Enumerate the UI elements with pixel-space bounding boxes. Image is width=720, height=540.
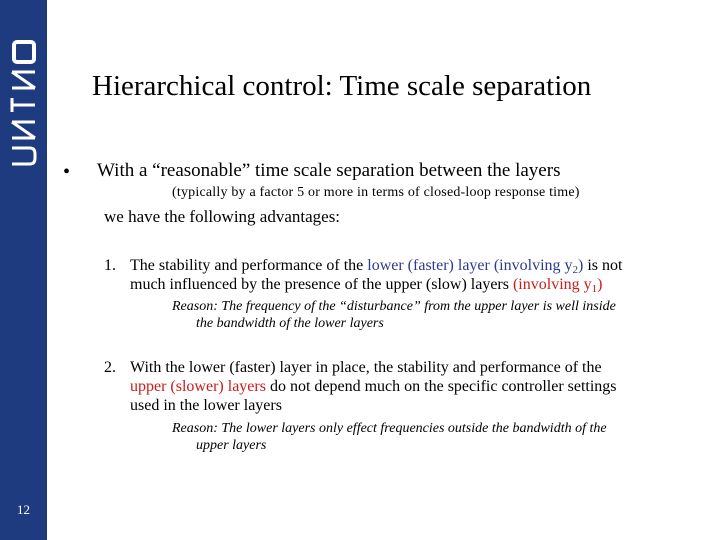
item-text	[130, 358, 617, 415]
text-run: do not depend much on the specific controller settings	[265, 378, 617, 395]
sidebar	[0, 0, 47, 540]
list-item-1	[104, 256, 622, 294]
ntnu-logo	[0, 38, 47, 178]
reason-2	[172, 420, 607, 454]
text-run: lower (faster) layer (involving y	[367, 257, 573, 274]
intro-text: With a “reasonable” time scale separation between the layers	[97, 160, 561, 181]
highlight-upper-layer: upper (slower) layers	[130, 378, 266, 395]
text-run: The stability and performance of the	[130, 257, 368, 274]
item-number: 1.	[104, 257, 116, 274]
text-run: )	[578, 257, 584, 274]
text-run: The lower layers only effect frequencies outside the bandwidth of the	[217, 421, 607, 436]
text-run: (involving y	[512, 276, 592, 293]
subscript: 1	[591, 283, 598, 295]
lead-text: we have the following advantages:	[104, 207, 341, 226]
reason-label: Reason:	[172, 299, 218, 314]
item-text	[130, 256, 622, 294]
reason-label: Reason:	[172, 421, 218, 436]
page-number: 12	[17, 502, 30, 517]
item-number: 2.	[104, 359, 116, 376]
bullet-symbol: •	[63, 161, 71, 183]
reason-line-2: upper layers	[196, 438, 267, 453]
note-text: (typically by a factor 5 or more in terms of closed-loop response time)	[172, 185, 580, 200]
item-line-1	[130, 256, 622, 275]
text-run: is not	[583, 257, 623, 274]
list-item-2	[104, 358, 617, 415]
reason-line-1	[172, 420, 607, 437]
item-line-2	[130, 377, 617, 396]
text-run: The frequency of the “disturbance” from the upper layer is well inside	[217, 299, 616, 314]
reason-line-1	[172, 298, 616, 315]
subscript: 2	[572, 264, 579, 276]
text-run: )	[597, 276, 603, 293]
item-line-3: used in the lower layers	[130, 397, 282, 414]
text-run: much influenced by the presence of the upper (slow) layers	[130, 276, 513, 293]
reason-1	[172, 298, 616, 332]
reason-line-2: the bandwidth of the lower layers	[196, 316, 384, 331]
slide-title: Hierarchical control: Time scale separation	[92, 70, 592, 102]
highlight-upper-layer	[513, 276, 603, 293]
item-line-2	[130, 275, 622, 294]
highlight-lower-layer	[367, 257, 583, 274]
item-line-1: With the lower (faster) layer in place, the stability and performance of the	[130, 359, 602, 376]
